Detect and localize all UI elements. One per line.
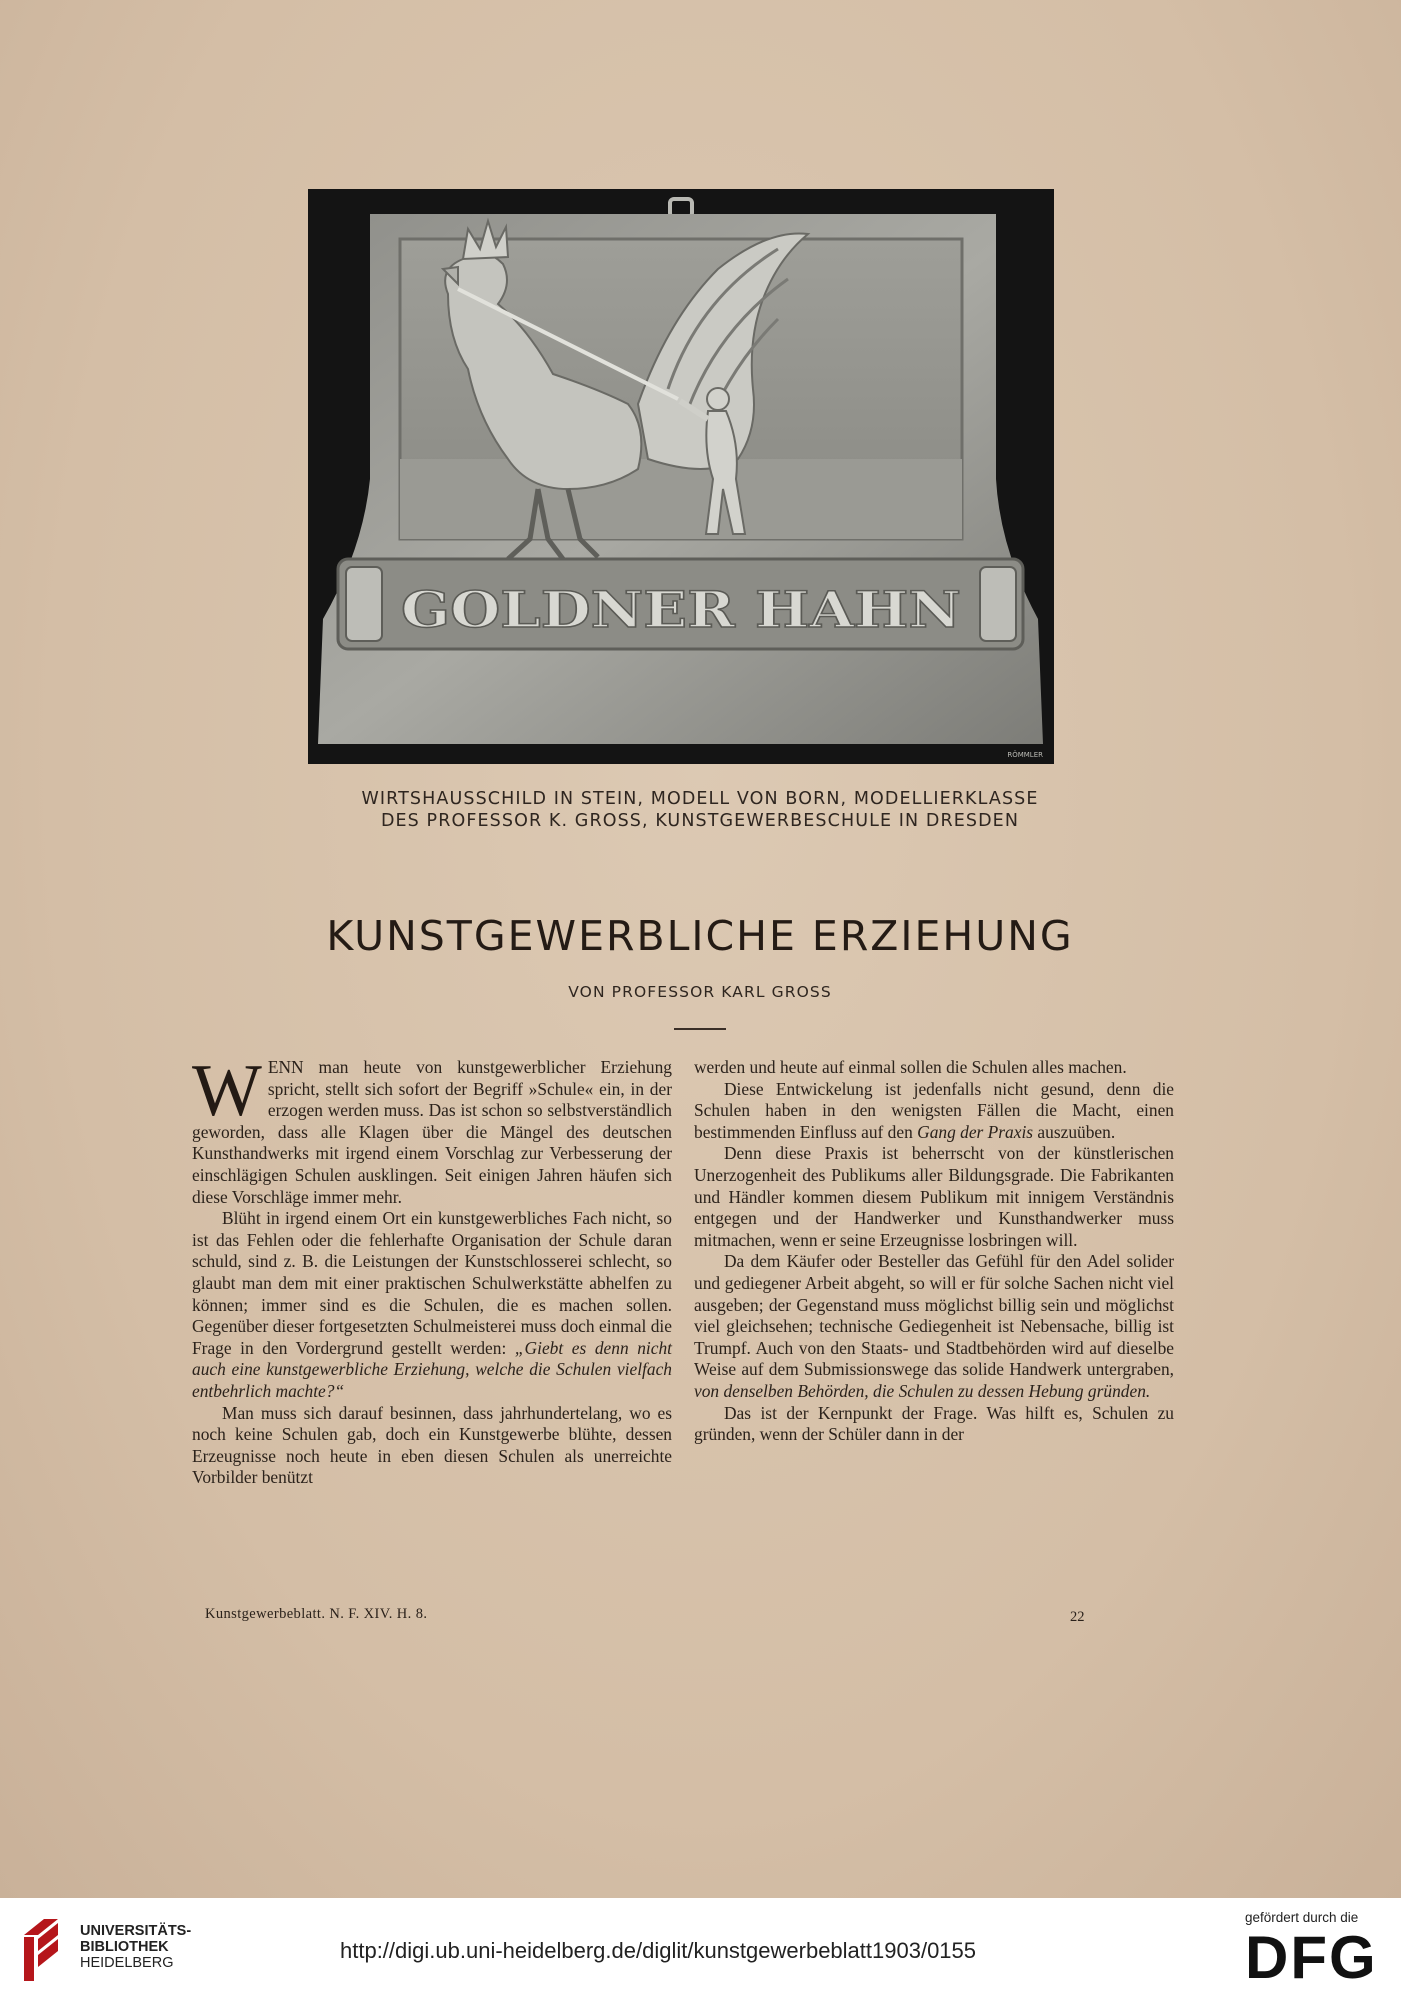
paragraph-text: Diese Entwickelung ist jedenfalls nicht gesund, denn die Schulen haben in den wenigsten Fällen die Macht, einen bestimmenden Einfluss auf den: [694, 1078, 1174, 1142]
paragraph-text: Da dem Käufer oder Besteller das Gefühl für den Adel solider und gediegener Arbeit abgeht, so will er für solche Sachen nicht viel ausgeben; der Gegenstand muss möglichst billig sein und möglichst viel gleichsehen; technische Gediegenheit ist Nebensache, billig ist Trumpf. Auch von den Staats- und Stadtbehörden wird auf dieselbe Weise auf dem Submissionswege das solide Handwerk untergraben,: [694, 1251, 1174, 1380]
article-byline: VON PROFESSOR KARL GROSS: [568, 983, 832, 1001]
figure-caption-line-2: DES PROFESSOR K. GROSS, KUNSTGEWERBESCHULE IN DRESDEN: [380, 811, 1020, 831]
dropcap: W: [192, 1050, 262, 1132]
paragraph: [192, 1208, 672, 1402]
photographer-mark: RÖMMLER: [1007, 751, 1043, 759]
text-column-left: [192, 1050, 672, 1489]
paragraph: [694, 1079, 1174, 1144]
figure-photo-relief: [308, 189, 1054, 764]
paragraph-text: ENN man heute von kunstgewerblicher Erziehung spricht, stellt sich sofort der Begriff »Schule« ein, in der erzogen werden muss. Das ist schon so selbstverständlich geworden, dass alle Klagen über die Mängel des deutschen Kunsthandwerks mit irgend einem Vorschlag zur Verbesserung der einschlägigen Schulen ausklingen. Seit einigen Jahren häufen sich diese Vorschläge immer mehr.: [192, 1057, 672, 1207]
paragraph-text: Das ist der Kernpunkt der Frage. Was hilft es, Schulen zu gründen, wenn der Schüler dann in der: [694, 1402, 1174, 1445]
paragraph-text: auszuüben.: [1033, 1121, 1116, 1142]
paragraph: [694, 1251, 1174, 1402]
page-number: 22: [1070, 1609, 1085, 1625]
dfg-logo[interactable]: DFG: [1245, 1924, 1378, 1991]
paragraph-italic-text: von denselben Behörden, die Schulen zu dessen Hebung gründen.: [694, 1380, 1151, 1401]
article-title: KUNSTGEWERBLICHE ERZIEHUNG: [326, 912, 1074, 960]
university-library-logo-icon[interactable]: [20, 1915, 62, 1985]
paragraph: [694, 1403, 1174, 1446]
library-name-line: UNIVERSITÄTS-: [80, 1923, 192, 1939]
paragraph: [192, 1050, 672, 1208]
paragraph: [192, 1403, 672, 1489]
paragraph: [694, 1057, 1174, 1079]
figure-caption-line-1: WIRTSHAUSSCHILD IN STEIN, MODELL VON BORN, MODELLIERKLASSE: [361, 789, 1039, 809]
title-divider: [674, 1028, 726, 1030]
library-name-line: HEIDELBERG: [80, 1955, 174, 1971]
paragraph-text: Denn diese Praxis ist beherrscht von der künstlerischen Unerzogenheit des Publikums aller Bildungsgrade. Die Fabrikanten und Händler kommen diesem Publikum mit innigem Verständnis entgegen und der Handwerker und Kunsthandwerker muss mitmachen, wenn er seine Erzeugnisse losbringen will.: [694, 1143, 1174, 1250]
paragraph-text: werden und heute auf einmal sollen die Schulen alles machen.: [694, 1057, 1127, 1077]
library-name-line: BIBLIOTHEK: [80, 1939, 169, 1955]
paragraph-italic-text: „Giebt es denn nicht auch eine kunstgewerbliche Erziehung, welche die Schulen vielfach entbehrlich machte?“: [192, 1337, 672, 1401]
paragraph-italic-text: Gang der Praxis: [917, 1121, 1034, 1142]
paragraph-text: Blüht in irgend einem Ort ein kunstgewerbliches Fach nicht, so ist das Fehlen oder die fehlerhafte Organisation der Schule daran schuld, sind z. B. die Leistungen der Kunstschlosserei schlecht, so glaubt man dem mit einer praktischen Schulwerkstätte abhelfen zu können; immer sind es die Schulen, die es machen sollen. Gegenüber dieser fortgesetzten Schulmeisterei muss doch einmal die Frage in den Vordergrund gestellt werden:: [192, 1208, 672, 1358]
permalink-url[interactable]: http://digi.ub.uni-heidelberg.de/diglit/kunstgewerbeblatt1903/0155: [340, 1938, 977, 1963]
paragraph-text: Man muss sich darauf besinnen, dass jahrhundertelang, wo es noch keine Schulen gab, doch ein Kunstgewerbe blühte, dessen Erzeugnisse noch heute in eben diesen Schulen als unerreichte Vorbilder benützt: [192, 1402, 672, 1488]
library-name[interactable]: [80, 1923, 191, 1971]
paragraph: [694, 1143, 1174, 1251]
funding-label: gefördert durch die: [1245, 1910, 1359, 1925]
text-column-right: [694, 1057, 1174, 1446]
sign-lettering: GOLDNER HAHN: [401, 580, 961, 639]
journal-footer: Kunstgewerbeblatt. N. F. XIV. H. 8.: [205, 1606, 428, 1622]
